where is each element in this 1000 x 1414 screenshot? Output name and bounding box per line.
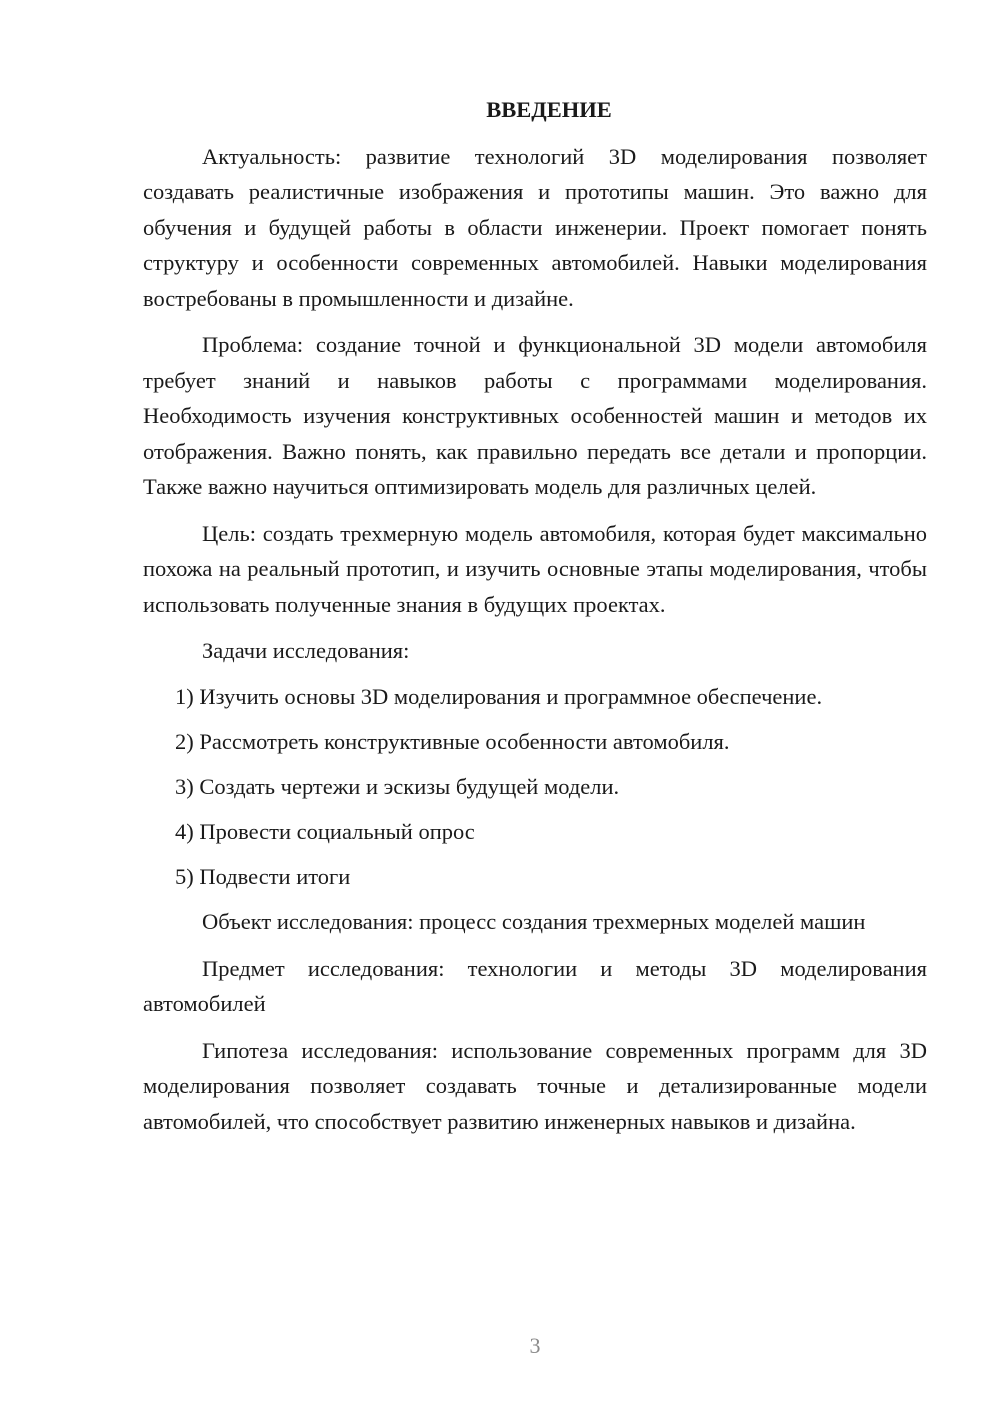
task-item: 1) Изучить основы 3D моделирования и программное обеспечение. (175, 683, 823, 709)
problem-paragraph: Проблема: создание точной и функциональной 3D модели автомобиля требует знаний и навыков работы с программами моделирования. Необходимость изучения конструктивных особенностей машин и методов их отображения. Важно понять, как правильно передать все детали и пропорции. Также важно научиться оптимизировать модель для различных целей. (143, 332, 927, 499)
page-number: 3 (529, 1333, 541, 1358)
goal-paragraph: Цель: создать трехмерную модель автомобиля, которая будет максимально похожа на реальный прототип, и изучить основные этапы моделирования, чтобы использовать полученные знания в будущих проектах. (143, 520, 927, 617)
task-list (143, 679, 927, 895)
hypothesis-paragraph: Гипотеза исследования: использование современных программ для 3D моделирования позволяет создавать точные и детализированные модели автомобилей, что способствует развитию инженерных навыков и дизайна. (143, 1037, 927, 1134)
page-content (143, 92, 927, 1150)
task-item: 5) Подвести итоги (175, 863, 351, 889)
object-paragraph: Объект исследования: процесс создания трехмерных моделей машин (202, 909, 866, 934)
subject-paragraph: Предмет исследования: технологии и методы 3D моделирования автомобилей (143, 955, 927, 1016)
relevance-paragraph: Актуальность: развитие технологий 3D моделирования позволяет создавать реалистичные изображения и прототипы машин. Это важно для обучения и будущей работы в области инженерии. Проект помогает понять структуру и особенности современных автомобилей. Навыки моделирования востребованы в промышленности и дизайне. (143, 143, 927, 311)
page-title: ВВЕДЕНИЕ (486, 97, 612, 122)
tasks-heading: Задачи исследования: (202, 638, 410, 663)
task-item: 2) Рассмотреть конструктивные особенности автомобиля. (175, 728, 730, 754)
task-item: 3) Создать чертежи и эскизы будущей модели. (175, 773, 620, 799)
task-item: 4) Провести социальный опрос (175, 818, 475, 844)
